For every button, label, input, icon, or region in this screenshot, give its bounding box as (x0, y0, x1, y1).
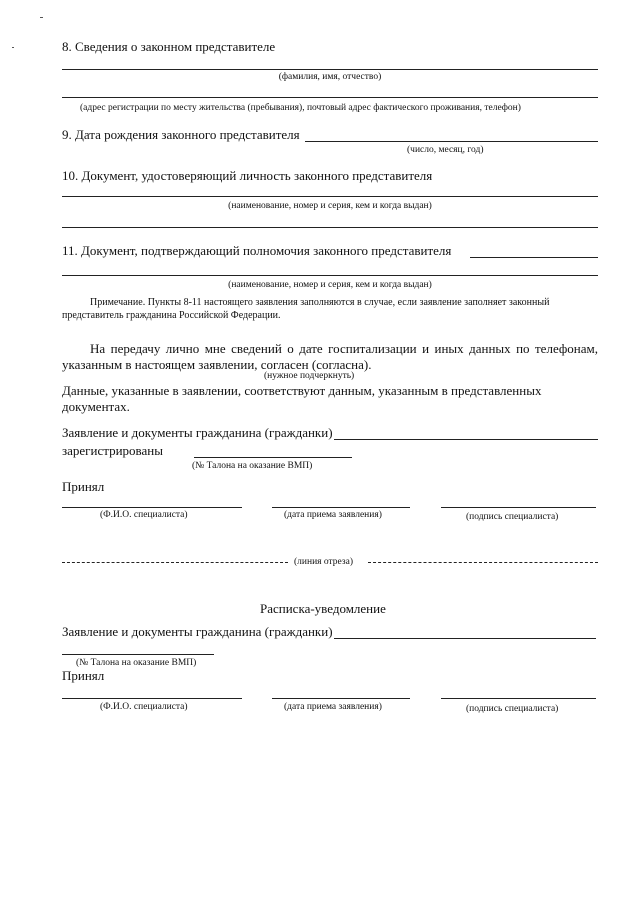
item11-doc-field[interactable] (470, 257, 598, 258)
item9-date-hint: (число, месяц, год) (407, 145, 484, 155)
accepted-label: Принял (62, 479, 105, 494)
acceptance-date-field[interactable] (272, 507, 410, 508)
receipt-sign-hint: (подпись специалиста) (466, 704, 559, 714)
cut-line-left (62, 562, 288, 563)
consent-text: На передачу лично мне сведений о дате госпитализации и иных данных по телефонам, указанным в настоящем заявлении, согласен (согласна). (62, 341, 598, 372)
ticket-number-field[interactable] (194, 457, 352, 458)
registration-label: Заявление и документы гражданина (гражданки) (62, 425, 333, 440)
receipt-ticket-field[interactable] (62, 654, 214, 655)
data-match-paragraph (62, 383, 562, 415)
sign-hint: (подпись специалиста) (466, 512, 559, 522)
specialist-signature-field[interactable] (441, 507, 596, 508)
scan-mark (12, 47, 14, 48)
receipt-signature-field[interactable] (441, 698, 596, 699)
registration-citizen-field[interactable] (334, 439, 598, 440)
consent-paragraph (62, 341, 598, 373)
data-match-text: Данные, указанные в заявлении, соответствуют данным, указанным в представленных документах. (62, 383, 542, 414)
item9-label: 9. Дата рождения законного представителя (62, 127, 300, 142)
specialist-fio-field[interactable] (62, 507, 242, 508)
item8-address-field[interactable] (62, 97, 598, 98)
receipt-label: Заявление и документы гражданина (гражданки) (62, 624, 333, 639)
receipt-ticket-hint: (№ Талона на оказание ВМП) (76, 658, 197, 668)
date-hint: (дата приема заявления) (284, 510, 382, 520)
item10-doc-field-2[interactable] (62, 227, 598, 228)
item9-date-field[interactable] (305, 141, 598, 142)
receipt-fio-hint: (Ф.И.О. специалиста) (100, 702, 188, 712)
receipt-date-hint: (дата приема заявления) (284, 702, 382, 712)
item10-hint: (наименование, номер и серия, кем и когда выдан) (228, 201, 432, 211)
scan-mark (40, 17, 43, 18)
item11-doc-field-2[interactable] (62, 275, 598, 276)
item11-label: 11. Документ, подтверждающий полномочия законного представителя (62, 243, 452, 258)
note-content: Примечание. Пункты 8-11 настоящего заявления заполняются в случае, если заявление заполняет законный представитель гражданина Российской Федерации. (62, 297, 550, 321)
ticket-hint: (№ Талона на оказание ВМП) (192, 461, 313, 471)
item8-name-hint: (фамилия, имя, отчество) (278, 72, 382, 82)
cut-line-right (368, 562, 598, 563)
item8-label: 8. Сведения о законном представителе (62, 39, 276, 54)
receipt-accepted-label: Принял (62, 668, 105, 683)
receipt-date-field[interactable] (272, 698, 410, 699)
consent-hint: (нужное подчеркнуть) (264, 371, 355, 381)
item8-name-field[interactable] (62, 69, 598, 70)
note-text (62, 296, 600, 322)
receipt-citizen-field[interactable] (334, 638, 596, 639)
item10-doc-field[interactable] (62, 196, 598, 197)
cut-line-label: (линия отреза) (294, 557, 354, 567)
item11-hint: (наименование, номер и серия, кем и когда выдан) (228, 280, 432, 290)
item8-address-hint: (адрес регистрации по месту жительства (пребывания), почтовый адрес фактического проживания, телефон) (80, 103, 521, 113)
receipt-fio-field[interactable] (62, 698, 242, 699)
fio-hint: (Ф.И.О. специалиста) (100, 510, 188, 520)
item10-label: 10. Документ, удостоверяющий личность законного представителя (62, 168, 433, 183)
receipt-title: Расписка-уведомление (260, 601, 386, 616)
registered-label: зарегистрированы (62, 443, 163, 458)
